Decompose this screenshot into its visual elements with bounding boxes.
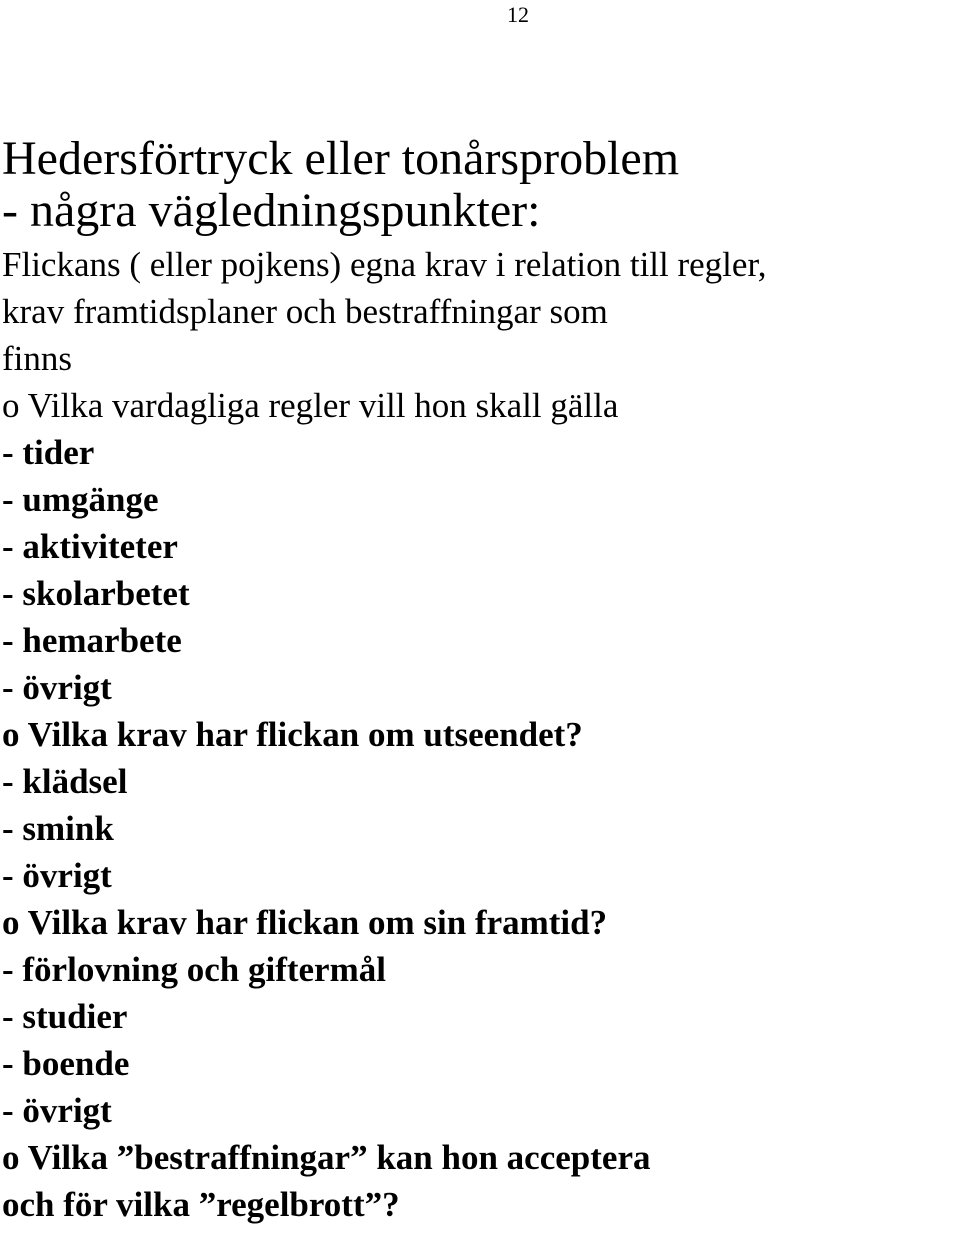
question-rules: o Vilka vardagliga regler vill hon skall gälla xyxy=(2,386,619,425)
intro-line-2: krav framtidsplaner och bestraffningar som xyxy=(2,292,608,331)
list-item: - boende xyxy=(2,1044,130,1083)
list-item: - aktiviteter xyxy=(2,527,178,566)
document-body xyxy=(2,133,958,1228)
question-punishments: o Vilka ”bestraffningar” kan hon acceptera xyxy=(2,1138,651,1177)
list-item: - studier xyxy=(2,997,128,1036)
list-item: - övrigt xyxy=(2,856,112,895)
list-item: - förlovning och giftermål xyxy=(2,950,386,989)
question-punishments-continued: och för vilka ”regelbrott”? xyxy=(2,1185,400,1224)
list-item: - umgänge xyxy=(2,480,159,519)
section-future xyxy=(2,899,958,1134)
list-item: - övrigt xyxy=(2,1091,112,1130)
question-future: o Vilka krav har flickan om sin framtid? xyxy=(2,903,608,942)
intro-line-1: Flickans ( eller pojkens) egna krav i relation till regler, xyxy=(2,245,767,284)
page-number: 12 xyxy=(507,2,529,27)
title-line-2: - några vägledningspunkter: xyxy=(2,184,541,237)
page-title xyxy=(2,133,958,237)
section-rules xyxy=(2,382,958,711)
section-punishments xyxy=(2,1134,958,1228)
question-appearance: o Vilka krav har flickan om utseendet? xyxy=(2,715,583,754)
intro-line-3: finns xyxy=(2,339,72,378)
list-item: - hemarbete xyxy=(2,621,182,660)
section-appearance xyxy=(2,711,958,899)
list-item: - skolarbetet xyxy=(2,574,190,613)
intro-paragraph xyxy=(2,241,958,382)
list-item: - smink xyxy=(2,809,114,848)
list-item: - övrigt xyxy=(2,668,112,707)
list-item: - klädsel xyxy=(2,762,128,801)
title-line-1: Hedersförtryck eller tonårsproblem xyxy=(2,132,680,185)
list-item: - tider xyxy=(2,433,95,472)
